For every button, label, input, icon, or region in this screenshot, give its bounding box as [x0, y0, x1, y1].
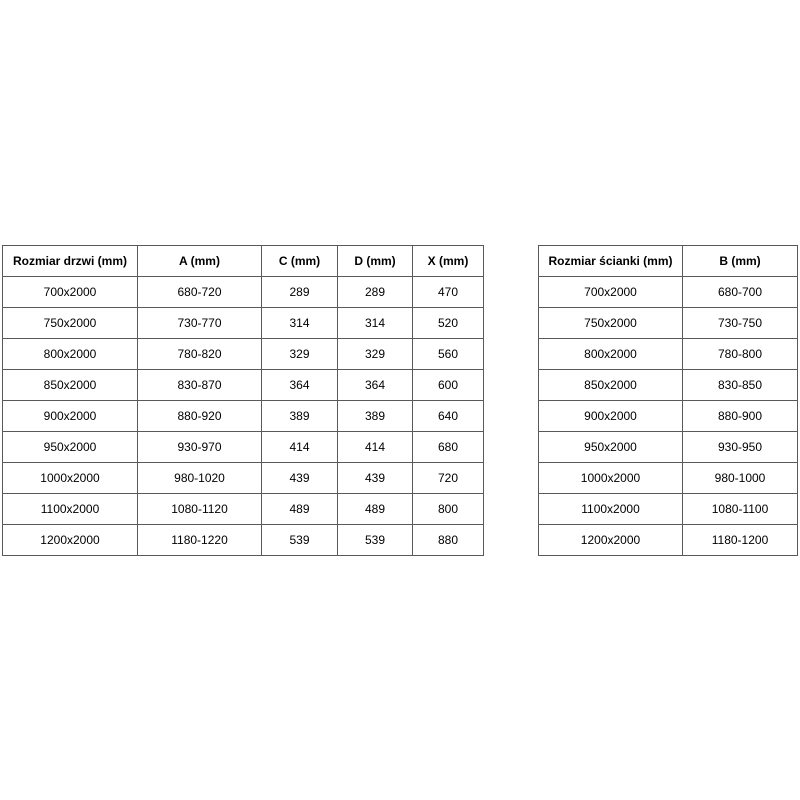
table-cell: 329	[262, 339, 338, 370]
table-cell: 389	[338, 401, 413, 432]
table-cell: 680-700	[683, 277, 798, 308]
header-cell: B (mm)	[683, 246, 798, 277]
table-cell: 680	[413, 432, 484, 463]
table-cell: 780-820	[138, 339, 262, 370]
table-cell: 720	[413, 463, 484, 494]
table-cell: 880	[413, 525, 484, 556]
table-cell: 1180-1200	[683, 525, 798, 556]
header-cell: Rozmiar ścianki (mm)	[539, 246, 683, 277]
table-cell: 850x2000	[3, 370, 138, 401]
table-cell: 850x2000	[539, 370, 683, 401]
table-cell: 900x2000	[539, 401, 683, 432]
table-cell: 900x2000	[3, 401, 138, 432]
table-row	[3, 277, 484, 308]
table-row	[539, 494, 798, 525]
table-row	[539, 463, 798, 494]
table-cell: 389	[262, 401, 338, 432]
table-cell: 830-870	[138, 370, 262, 401]
table-cell: 1180-1220	[138, 525, 262, 556]
table-cell: 489	[262, 494, 338, 525]
table-cell: 329	[338, 339, 413, 370]
table-cell: 539	[338, 525, 413, 556]
table-row	[3, 463, 484, 494]
table-row	[3, 494, 484, 525]
table-cell: 364	[262, 370, 338, 401]
table-cell: 880-900	[683, 401, 798, 432]
table-cell: 880-920	[138, 401, 262, 432]
table-cell: 1000x2000	[539, 463, 683, 494]
table-cell: 439	[262, 463, 338, 494]
table-cell: 830-850	[683, 370, 798, 401]
table-cell: 980-1000	[683, 463, 798, 494]
table-cell: 1100x2000	[3, 494, 138, 525]
table-row	[3, 308, 484, 339]
table-row	[3, 339, 484, 370]
header-cell: C (mm)	[262, 246, 338, 277]
table-cell: 730-750	[683, 308, 798, 339]
table-cell: 289	[262, 277, 338, 308]
table-cell: 750x2000	[539, 308, 683, 339]
table-cell: 1100x2000	[539, 494, 683, 525]
table-cell: 1200x2000	[3, 525, 138, 556]
table-cell: 730-770	[138, 308, 262, 339]
table-row	[539, 401, 798, 432]
table-cell: 314	[338, 308, 413, 339]
table-cell: 314	[262, 308, 338, 339]
table-cell: 600	[413, 370, 484, 401]
table-cell: 640	[413, 401, 484, 432]
table-cell: 950x2000	[3, 432, 138, 463]
table-row	[539, 339, 798, 370]
table-cell: 439	[338, 463, 413, 494]
table-cell: 1080-1120	[138, 494, 262, 525]
table-cell: 780-800	[683, 339, 798, 370]
header-cell: X (mm)	[413, 246, 484, 277]
table-cell: 700x2000	[3, 277, 138, 308]
table-cell: 414	[338, 432, 413, 463]
wall-sizes-table	[538, 245, 798, 556]
table-row	[539, 370, 798, 401]
table-cell: 930-950	[683, 432, 798, 463]
table-row	[3, 525, 484, 556]
table-cell: 489	[338, 494, 413, 525]
table-cell: 470	[413, 277, 484, 308]
table-row	[3, 432, 484, 463]
table-cell: 680-720	[138, 277, 262, 308]
table-row	[539, 308, 798, 339]
table-cell: 520	[413, 308, 484, 339]
table-cell: 700x2000	[539, 277, 683, 308]
table-row	[539, 525, 798, 556]
table-cell: 930-970	[138, 432, 262, 463]
table-row	[539, 277, 798, 308]
table-cell: 980-1020	[138, 463, 262, 494]
table-row	[3, 370, 484, 401]
table-row	[3, 401, 484, 432]
table-cell: 1000x2000	[3, 463, 138, 494]
table-cell: 950x2000	[539, 432, 683, 463]
table-cell: 1200x2000	[539, 525, 683, 556]
table-cell: 800x2000	[539, 339, 683, 370]
door-sizes-table	[2, 245, 484, 556]
table-cell: 289	[338, 277, 413, 308]
table-cell: 800x2000	[3, 339, 138, 370]
table-row	[539, 432, 798, 463]
header-row	[3, 246, 484, 277]
table-cell: 750x2000	[3, 308, 138, 339]
header-cell: Rozmiar drzwi (mm)	[3, 246, 138, 277]
table-cell: 1080-1100	[683, 494, 798, 525]
table-cell: 560	[413, 339, 484, 370]
table-cell: 539	[262, 525, 338, 556]
header-cell: A (mm)	[138, 246, 262, 277]
header-cell: D (mm)	[338, 246, 413, 277]
table-cell: 800	[413, 494, 484, 525]
table-cell: 414	[262, 432, 338, 463]
table-cell: 364	[338, 370, 413, 401]
header-row	[539, 246, 798, 277]
